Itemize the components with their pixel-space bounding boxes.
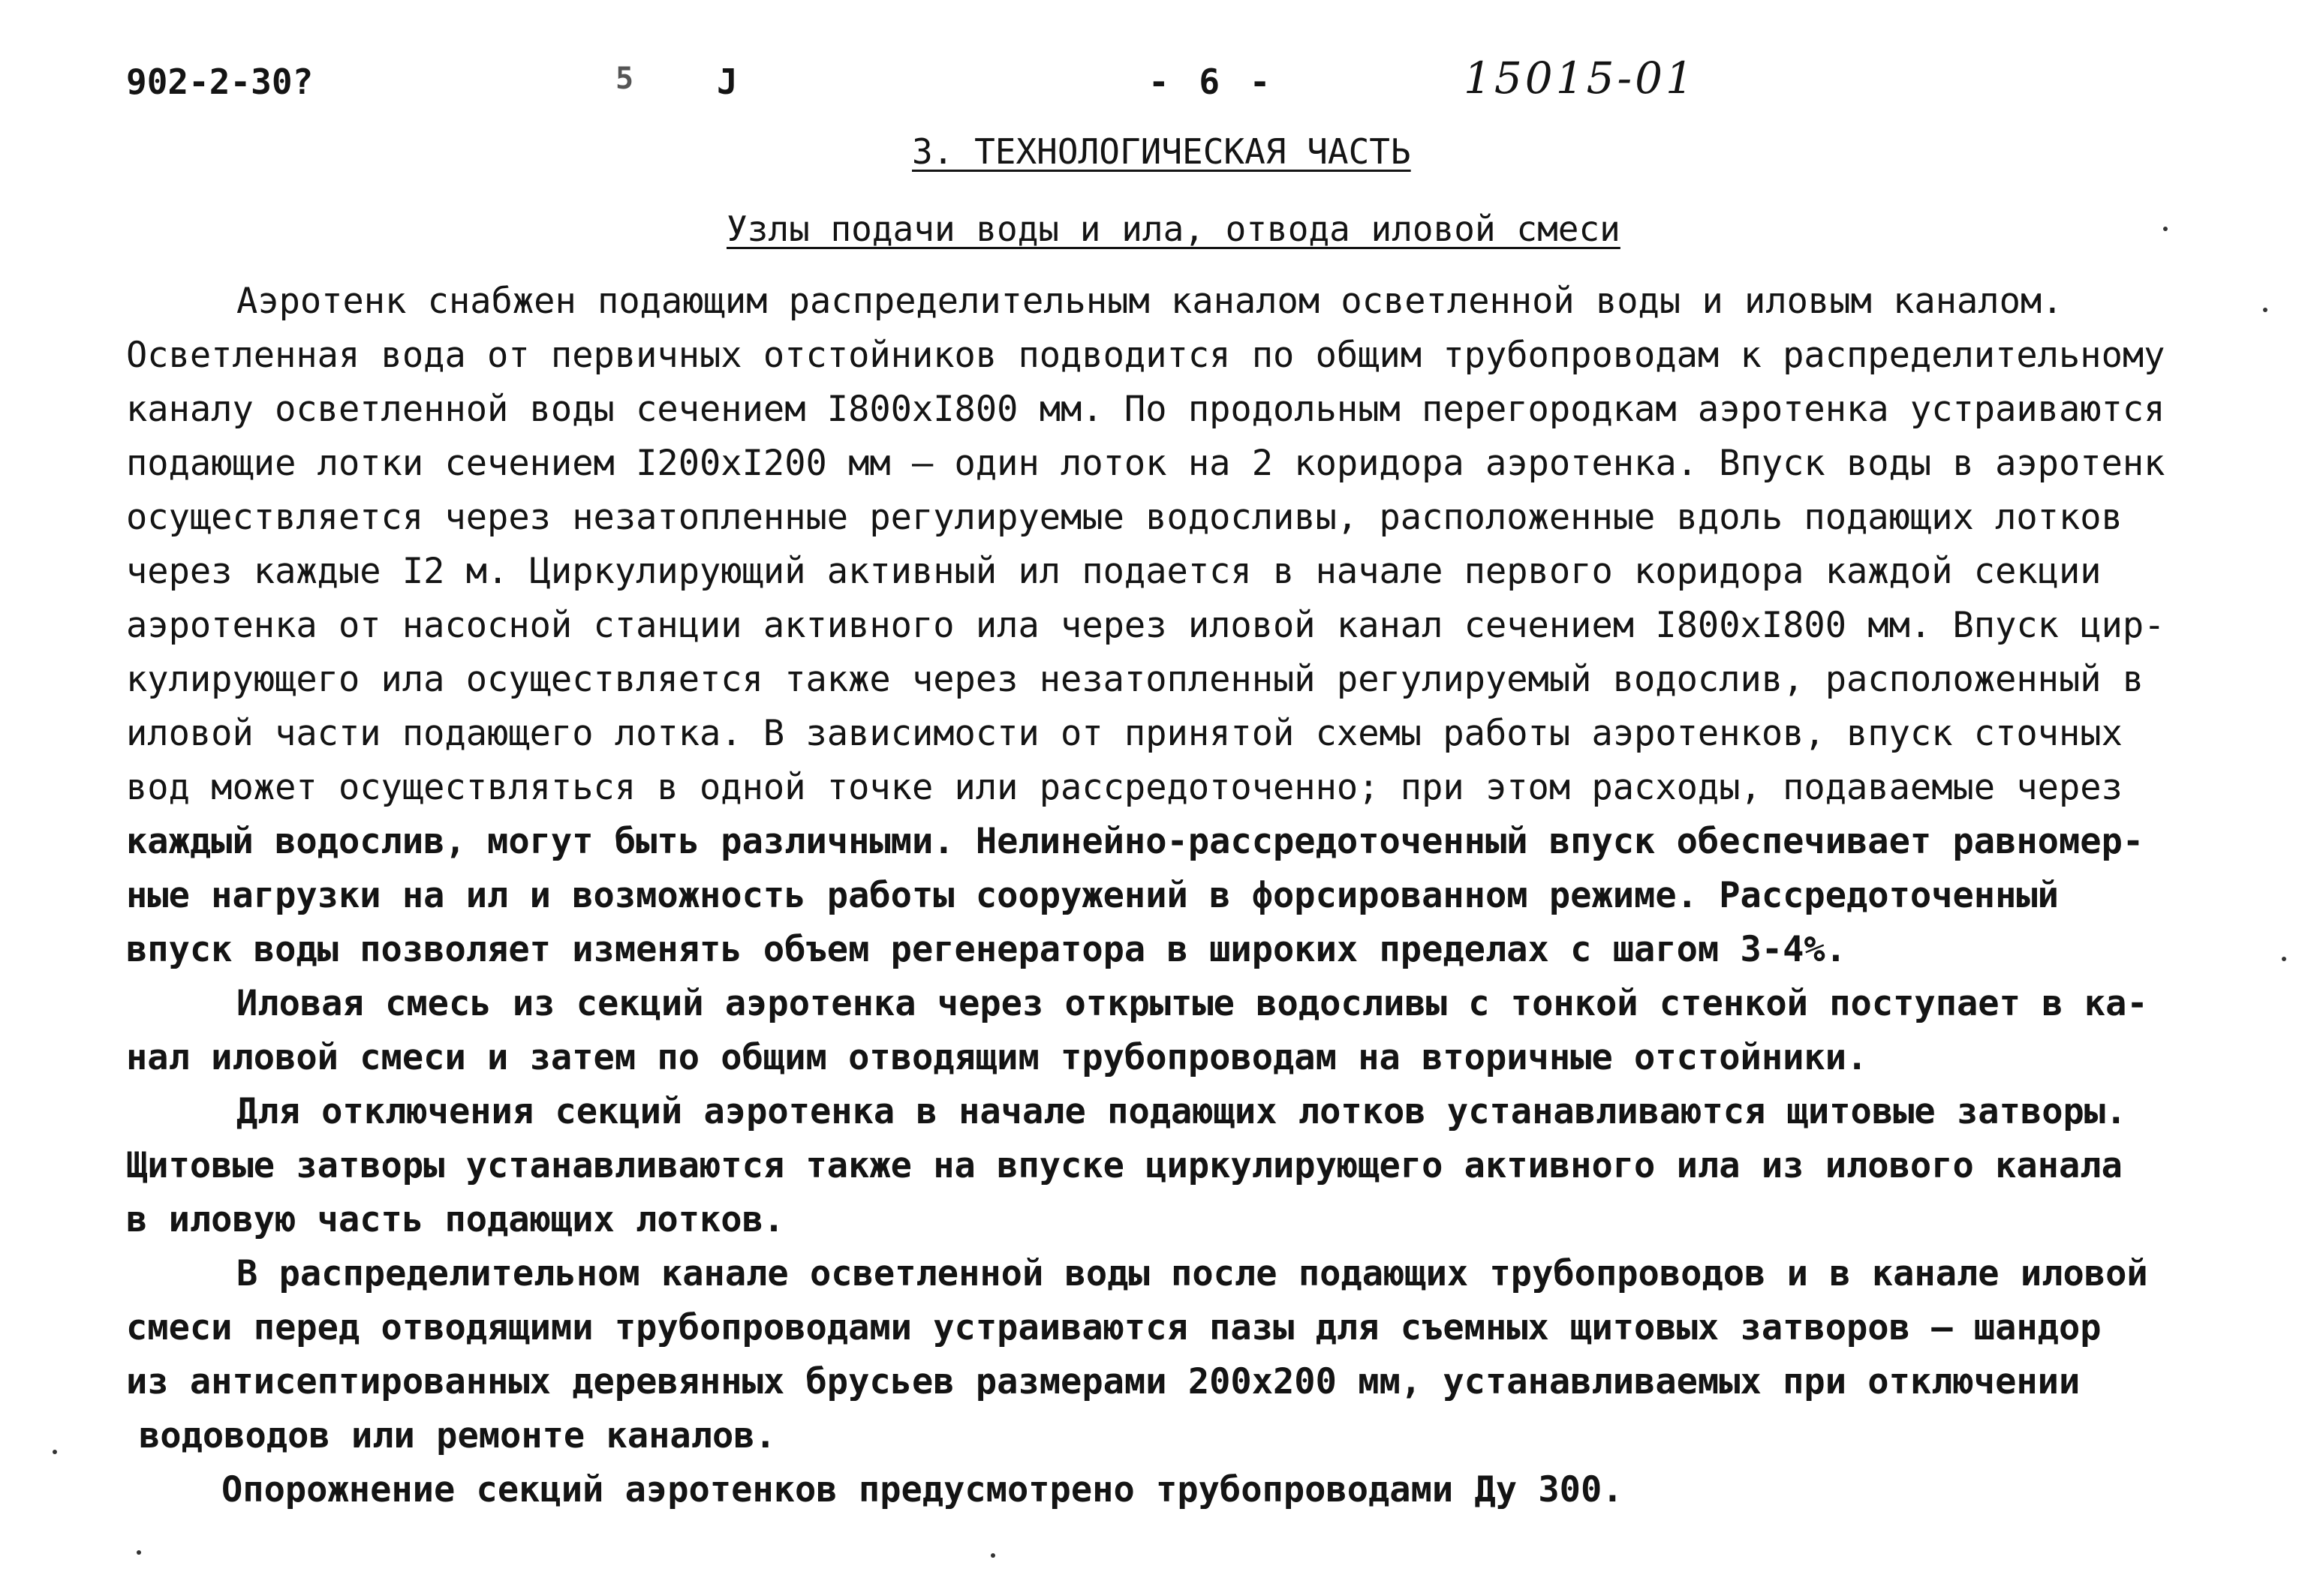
page-number: - 6 - [1148,62,1275,102]
text-line-14: Иловая смесь из секций аэротенка через открытые водосливы с тонкой стенкой поступает в ка- [236,983,2148,1024]
scan-speck [991,1553,995,1558]
text-line-22: водоводов или ремонте каналов. [139,1415,776,1456]
text-line-11: каждый водослив, могут быть различными. Нелинейно-рассредоточенный впуск обеспечивает равномер- [126,821,2144,862]
text-line-5: осуществляется через незатопленные регулируемые водосливы, расположенные вдоль подающих лотков [126,497,2123,538]
text-line-3: каналу осветленной воды сечением I800xI800 мм. По продольным перегородкам аэротенка устраиваются [126,389,2165,430]
text-line-9: иловой части подающего лотка. В зависимости от принятой схемы работы аэротенков, впуск сточных [126,713,2123,754]
text-line-21: из антисептированных деревянных брусьев размерами 200x200 мм, устанавливаемых при отключении [126,1361,2081,1402]
sheet-mark: 5 [615,62,634,96]
text-line-15: нал иловой смеси и затем по общим отводящим трубопроводам на вторичные отстойники. [126,1037,1868,1078]
text-line-17: Щитовые затворы устанавливаются также на впуске циркулирующего активного ила из илового канала [126,1145,2123,1186]
scan-speck [53,1450,57,1454]
text-line-23: Опорожнение секций аэротенков предусмотрено трубопроводами Ду 300. [221,1469,1623,1510]
section-title: 3. ТЕХНОЛОГИЧЕСКАЯ ЧАСТЬ [912,131,1411,172]
text-line-19: В распределительном канале осветленной воды после подающих трубопроводов и в канале иловой [236,1253,2148,1294]
text-line-10: вод может осуществляться в одной точке или рассредоточенно; при этом расходы, подаваемые через [126,767,2123,808]
text-line-20: смеси перед отводящими трубопроводами устраиваются пазы для съемных щитовых затворов – шандор [126,1307,2102,1348]
scan-speck [137,1550,141,1555]
document-code: 902-2-30? [126,62,314,102]
scan-speck [2282,957,2286,961]
scan-speck [2163,227,2168,231]
text-line-18: в иловую часть подающих лотков. [126,1199,785,1240]
text-line-13: впуск воды позволяет изменять объем регенератора в широких пределах с шагом 3-4%. [126,929,1847,970]
text-line-4: подающие лотки сечением I200xI200 мм – один лоток на 2 коридора аэротенка. Впуск воды в аэротенк [126,443,2165,484]
text-line-16: Для отключения секций аэротенка в начале подающих лотков устанавливаются щитовые затворы. [236,1091,2127,1132]
subsection-title: Узлы подачи воды и ила, отвода иловой смеси [727,209,1620,249]
text-line-8: кулирующего ила осуществляется также через незатопленный регулируемый водослив, расположенный в [126,659,2144,700]
text-line-6: через каждые I2 м. Циркулирующий активный ил подается в начале первого коридора каждой секции [126,551,2102,592]
archive-stamp-number: 15015-01 [1464,53,1696,104]
sheet-mark-letter: J [717,62,738,102]
scan-speck [2263,308,2267,312]
text-line-12: ные нагрузки на ил и возможность работы сооружений в форсированном режиме. Рассредоточенный [126,875,2059,916]
text-line-1: Аэротенк снабжен подающим распределительным каналом осветленной воды и иловым каналом. [236,281,2063,322]
text-line-2: Осветленная вода от первичных отстойников подводится по общим трубопроводам к распределительному [126,335,2165,376]
text-line-7: аэротенка от насосной станции активного ила через иловой канал сечением I800xI800 мм. Впуск цир- [126,605,2165,646]
